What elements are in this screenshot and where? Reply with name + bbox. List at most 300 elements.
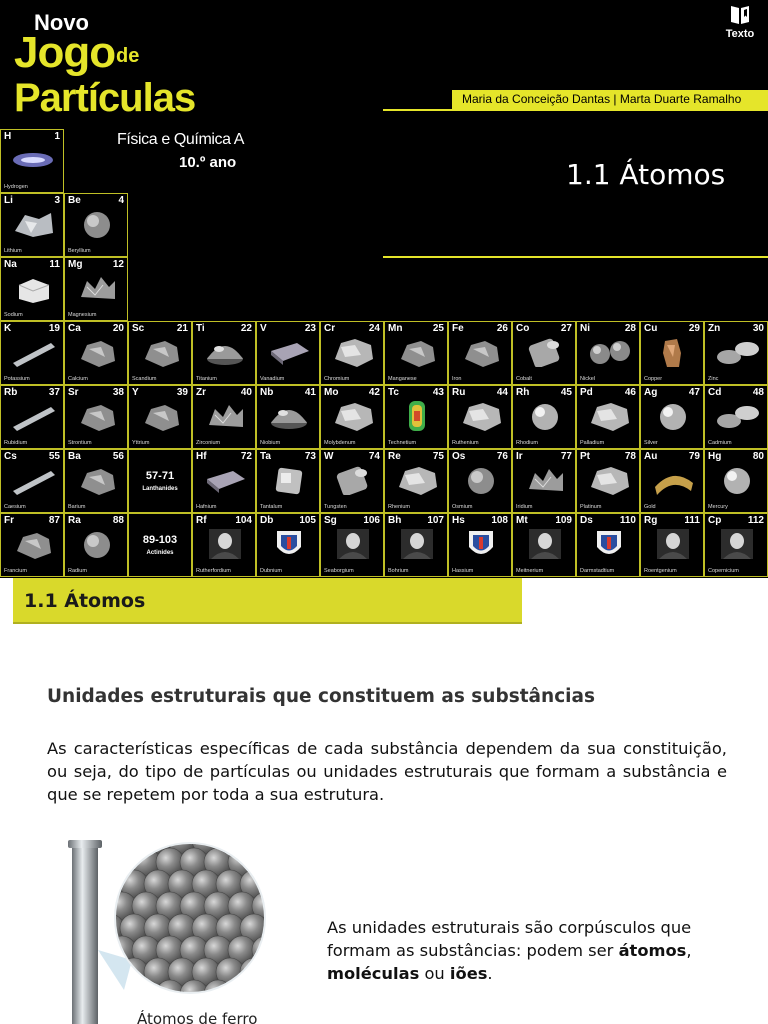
element-number: 108 [491,515,508,526]
element-number: 76 [496,451,508,462]
element-sample-image [523,401,567,431]
element-number: 23 [304,323,316,334]
iron-atom [240,830,268,854]
element-symbol: Rb [4,387,18,398]
element-cell-pt [576,449,640,513]
element-name: Iridium [516,504,533,510]
element-symbol: Cp [708,515,722,526]
element-number: 3 [54,195,60,206]
element-symbol: Mn [388,323,403,334]
element-cell-ti [192,321,256,385]
structural-units-text: As unidades estruturais são corpúsculos que formam as substâncias: podem ser átomos, moléculas ou iões. [327,918,692,983]
element-sample-image [459,529,503,559]
section-title: 1.1 Átomos [24,590,146,612]
element-number: 80 [752,451,764,462]
element-number: 20 [112,323,124,334]
element-name: Strontium [68,440,92,446]
series-name: Actinides [146,550,174,556]
element-cell-sg [320,513,384,577]
element-sample-image [267,465,311,495]
element-number: 24 [368,323,380,334]
element-cell-y [128,385,192,449]
element-sample-image [459,465,503,495]
nail-image [68,840,102,1024]
element-cell-ni [576,321,640,385]
subject-label: Física e Química A [117,131,245,148]
element-symbol: Ca [68,323,81,334]
element-cell-cu [640,321,704,385]
iron-atoms-figure [50,830,290,1024]
element-sample-image [203,465,247,495]
element-number: 110 [619,515,636,526]
element-number: 21 [176,323,188,334]
element-sample-image [395,401,439,431]
element-cell-nb [256,385,320,449]
element-sample-image [75,273,119,303]
element-sample-image [11,337,55,367]
element-name: Osmium [452,504,473,510]
element-name: Mercury [708,504,728,510]
element-sample-image [139,401,183,431]
element-symbol: Rg [644,515,658,526]
element-sample-image [459,337,503,367]
element-sample-image [75,529,119,559]
element-number: 28 [624,323,636,334]
element-name: Vanadium [260,376,285,382]
element-number: 11 [49,259,60,270]
element-symbol: Li [4,195,13,206]
element-cell-ba [64,449,128,513]
book-icon [729,4,751,26]
element-cell-h [0,129,64,193]
element-symbol: Db [260,515,274,526]
element-number: 87 [48,515,60,526]
element-number: 75 [432,451,444,462]
element-cell-ru [448,385,512,449]
element-name: Meitnerium [516,568,544,574]
element-name: Darmstadtium [580,568,615,574]
iron-atom [264,958,290,986]
element-cell-57-71 [128,449,192,513]
element-number: 30 [752,323,764,334]
element-symbol: Be [68,195,81,206]
element-name: Cadmium [708,440,732,446]
iron-atom [252,848,280,876]
element-name: Rhenium [388,504,411,510]
element-name: Rutherfordium [196,568,231,574]
element-symbol: Pt [580,451,590,462]
element-number: 109 [555,515,572,526]
grade-label: 10.º ano [179,154,237,171]
element-sample-image [651,401,695,431]
brand-jogo: Jogo [14,28,116,77]
element-symbol: H [4,131,12,142]
element-name: Zinc [708,376,719,382]
element-symbol: Hg [708,451,722,462]
element-cell-sc [128,321,192,385]
iron-atom [204,980,232,1008]
element-sample-image [331,529,375,559]
element-sample-image [587,465,631,495]
element-symbol: Ni [580,323,590,334]
element-symbol: Sc [132,323,145,334]
element-cell-zr [192,385,256,449]
element-symbol: Cu [644,323,658,334]
element-sample-image [395,529,439,559]
element-number: 77 [560,451,572,462]
element-sample-image [267,337,311,367]
iron-atom [156,980,184,1008]
element-sample-image [267,401,311,431]
element-number: 88 [112,515,124,526]
element-sample-image [651,337,695,367]
element-number: 46 [624,387,636,398]
brand-particulas: Partículas [14,76,196,120]
element-sample-image [715,529,759,559]
element-cell-au [640,449,704,513]
element-symbol: Ba [68,451,81,462]
element-symbol: Ru [452,387,466,398]
element-sample-image [75,209,119,239]
element-cell-pd [576,385,640,449]
element-cell-cd [704,385,768,449]
element-cell-co [512,321,576,385]
iron-atom [180,980,208,1008]
term-molecules: moléculas [327,964,420,983]
element-cell-db [256,513,320,577]
element-name: Titanium [196,376,217,382]
element-cell-rg [640,513,704,577]
iron-atom [252,936,280,964]
element-name: Roentgenium [644,568,677,574]
element-number: 44 [496,387,508,398]
iron-atom [276,936,290,964]
element-sample-image [11,273,55,303]
element-sample-image [715,465,759,495]
element-name: Calcium [68,376,88,382]
element-name: Lithium [4,248,22,254]
element-cell-zn [704,321,768,385]
element-number: 41 [304,387,316,398]
element-number: 38 [112,387,124,398]
element-name: Chromium [324,376,350,382]
element-sample-image [331,401,375,431]
element-symbol: Cd [708,387,722,398]
element-cell-mg [64,257,128,321]
element-number: 29 [688,323,700,334]
element-sample-image [331,337,375,367]
element-sample-image [203,401,247,431]
element-number: 19 [48,323,60,334]
element-cell-k [0,321,64,385]
element-name: Hafnium [196,504,217,510]
element-sample-image [523,337,567,367]
element-name: Copernicium [708,568,739,574]
element-sample-image [139,337,183,367]
element-name: Bohrium [388,568,409,574]
iron-atom [120,830,148,854]
element-symbol: Nb [260,387,274,398]
iron-atom [228,980,256,1008]
element-cell-fr [0,513,64,577]
element-cell-cp [704,513,768,577]
element-sample-image [395,465,439,495]
element-sample-image [651,465,695,495]
element-symbol: Bh [388,515,402,526]
element-number: 43 [432,387,444,398]
element-cell-fe [448,321,512,385]
element-cell-be [64,193,128,257]
element-number: 104 [235,515,252,526]
element-symbol: Co [516,323,530,334]
element-number: 48 [752,387,764,398]
element-number: 40 [240,387,252,398]
element-symbol: Os [452,451,466,462]
element-number: 105 [299,515,316,526]
element-sample-image [651,529,695,559]
authors-banner: Maria da Conceição Dantas | Marta Duarte Ramalho [452,90,768,109]
iron-atom [276,848,290,876]
iron-atom [252,980,280,1008]
element-symbol: Zr [196,387,206,398]
element-number: 39 [176,387,188,398]
element-sample-image [459,401,503,431]
element-number: 27 [560,323,572,334]
element-number: 73 [304,451,316,462]
element-symbol: Ir [516,451,523,462]
element-symbol: Ra [68,515,81,526]
element-symbol: Cr [324,323,336,334]
iron-atom [264,830,290,854]
element-symbol: Cs [4,451,17,462]
element-sample-image [75,337,119,367]
element-cell-cr [320,321,384,385]
element-symbol: W [324,451,334,462]
element-cell-w [320,449,384,513]
element-name: Ruthenium [452,440,479,446]
element-number: 72 [240,451,252,462]
element-cell-li [0,193,64,257]
element-number: 42 [368,387,380,398]
element-name: Magnesium [68,312,97,318]
element-name: Sodium [4,312,23,318]
series-range: 57-71 [145,470,175,482]
element-name: Manganese [388,376,417,382]
element-symbol: Mg [68,259,83,270]
element-cell-rb [0,385,64,449]
element-sample-image [587,401,631,431]
element-symbol: K [4,323,12,334]
element-symbol: Sg [324,515,337,526]
element-cell-ca [64,321,128,385]
intro-paragraph: As características específicas de cada substância dependem da sua constituição, ou seja, do tipo de partículas ou unidades estruturais que formam a substância e que se repetem por toda a sua estrutura. [47,739,727,804]
element-name: Palladium [580,440,605,446]
element-sample-image [11,145,55,175]
element-sample-image [331,465,375,495]
element-name: Radium [68,568,87,574]
element-number: 55 [48,451,60,462]
element-sample-image [203,529,247,559]
series-range: 89-103 [142,534,178,546]
element-cell-ag [640,385,704,449]
element-name: Nickel [580,376,595,382]
element-cell-bh [384,513,448,577]
authors-divider [383,109,768,111]
element-number: 78 [624,451,636,462]
element-sample-image [75,401,119,431]
element-number: 45 [560,387,572,398]
element-cell-89-103 [128,513,192,577]
iron-atom [276,892,290,920]
element-sample-image [203,337,247,367]
element-cell-mt [512,513,576,577]
element-number: 107 [427,515,444,526]
element-name: Silver [644,440,658,446]
element-name: Dubnium [260,568,283,574]
iron-atom [240,958,268,986]
element-sample-image [587,529,631,559]
element-cell-v [256,321,320,385]
element-sample-image [523,529,567,559]
element-name: Rhodium [516,440,539,446]
element-cell-hg [704,449,768,513]
element-cell-os [448,449,512,513]
element-name: Technetium [388,440,417,446]
element-cell-ra [64,513,128,577]
element-sample-image [395,337,439,367]
element-number: 79 [688,451,700,462]
element-cell-hs [448,513,512,577]
iron-atom [264,870,290,898]
element-number: 47 [688,387,700,398]
element-number: 12 [112,259,124,270]
element-name: Potassium [4,376,30,382]
series-name: Lanthanides [142,486,178,492]
element-sample-image [587,337,631,367]
element-number: 26 [496,323,508,334]
element-sample-image [75,465,119,495]
element-number: 25 [432,323,444,334]
term-atoms: átomos [618,941,687,960]
element-symbol: Rf [196,515,207,526]
element-symbol: Re [388,451,401,462]
element-name: Yttrium [132,440,150,446]
publisher-name: Texto [725,28,755,40]
term-ions: iões [449,964,488,983]
element-cell-na [0,257,64,321]
element-number: 106 [363,515,380,526]
element-sample-image [11,401,55,431]
publisher-logo [718,4,762,40]
figure-caption: Átomos de ferro [137,1010,258,1024]
brand-de: de [116,45,140,67]
element-symbol: Fr [4,515,14,526]
element-sample-image [11,529,55,559]
element-symbol: Fe [452,323,464,334]
element-symbol: Ti [196,323,205,334]
element-name: Gold [644,504,656,510]
element-number: 37 [48,387,60,398]
element-sample-image [11,209,55,239]
element-symbol: Y [132,387,139,398]
element-symbol: Rh [516,387,530,398]
element-cell-ir [512,449,576,513]
element-sample-image [11,465,55,495]
element-symbol: Ag [644,387,658,398]
element-cell-rh [512,385,576,449]
element-symbol: Sr [68,387,79,398]
element-sample-image [267,529,311,559]
iron-atom [264,914,290,942]
element-sample-image [715,337,759,367]
section-header [13,578,522,624]
element-name: Tungsten [324,504,347,510]
element-cell-ta [256,449,320,513]
element-symbol: Mt [516,515,528,526]
element-name: Platinum [580,504,602,510]
element-symbol: Hf [196,451,207,462]
element-name: Hassium [452,568,474,574]
brand-novo: Novo [34,10,89,35]
element-number: 22 [240,323,252,334]
iron-atom [276,980,290,1008]
element-symbol: Hs [452,515,465,526]
element-cell-mo [320,385,384,449]
element-name: Molybdenum [324,440,356,446]
element-name: Scandium [132,376,157,382]
element-symbol: Au [644,451,658,462]
element-name: Beryllium [68,248,91,254]
element-symbol: Tc [388,387,399,398]
element-cell-mn [384,321,448,385]
element-cell-hf [192,449,256,513]
element-sample-image [715,401,759,431]
element-name: Zirconium [196,440,221,446]
subheading: Unidades estruturais que constituem as substâncias [47,686,596,707]
element-cell-rf [192,513,256,577]
element-name: Tantalum [260,504,283,510]
element-cell-sr [64,385,128,449]
element-number: 74 [368,451,380,462]
element-symbol: Ta [260,451,271,462]
element-name: Cobalt [516,376,532,382]
element-name: Hydrogen [4,184,28,190]
element-name: Iron [452,376,462,382]
element-cell-tc [384,385,448,449]
element-name: Rubidium [4,440,28,446]
element-symbol: Na [4,259,17,270]
element-name: Seaborgium [324,568,354,574]
element-sample-image [523,465,567,495]
element-symbol: Mo [324,387,339,398]
element-name: Caesium [4,504,26,510]
element-symbol: Zn [708,323,721,334]
element-name: Francium [4,568,27,574]
element-number: 56 [112,451,124,462]
element-symbol: Ds [580,515,593,526]
element-number: 4 [118,195,124,206]
cover-title: 1.1 Átomos [566,158,726,191]
element-number: 111 [684,515,700,526]
element-cell-ds [576,513,640,577]
element-cell-re [384,449,448,513]
element-name: Niobium [260,440,281,446]
element-name: Barium [68,504,86,510]
element-cell-cs [0,449,64,513]
element-number: 1 [54,131,60,142]
element-symbol: V [260,323,267,334]
element-name: Copper [644,376,663,382]
